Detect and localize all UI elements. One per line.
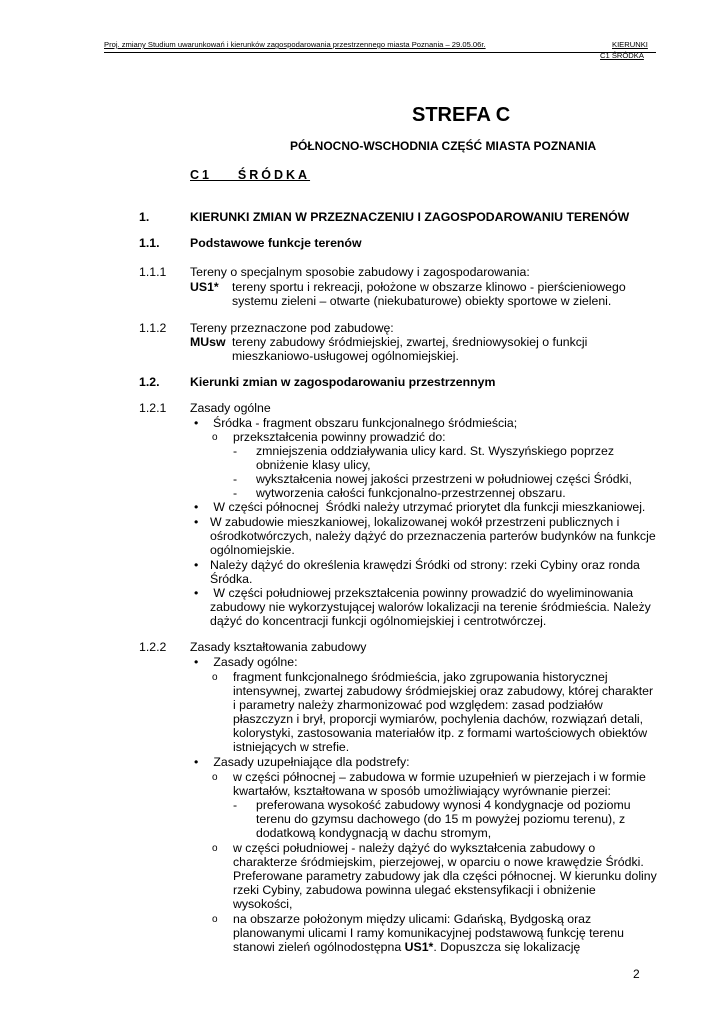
list-item-continuation: Preferowane parametry zabudowy jak dla części północnej. W kierunku doliny [233, 869, 657, 883]
bullet-icon: • [194, 755, 199, 769]
list-item-continuation: wysokości, [233, 897, 293, 911]
header-section-label: KIERUNKI [612, 40, 648, 49]
section-1-2-heading: Kierunki zmian w zagospodarowaniu przestrzennym [190, 375, 496, 389]
section-1-1-number: 1.1. [139, 236, 160, 250]
zone-us1-description-line1: tereny sportu i rekreacji, położone w obszarze klinowo - pierścieniowego [232, 280, 626, 294]
section-1-2-2-number: 1.2.2 [139, 640, 167, 654]
circle-bullet-icon: o [212, 672, 218, 683]
zone-code-musw: MUsw [190, 335, 226, 349]
circle-bullet-icon: o [212, 914, 218, 925]
list-item: Zasady uzupełniające dla podstrefy: [210, 755, 410, 769]
zone-musw-description-line2: mieszkaniowo-usługowej ogólnomiejskiej. [232, 349, 459, 363]
text-fragment: stanowi zieleń ogólnodostępna [233, 940, 405, 954]
list-item-continuation: ośrodkotwórczych, należy dążyć do przeznaczenia parterów budynków na funkcje [210, 529, 656, 543]
list-item-continuation: terenu do gzymsu dachowego (do 15 m powyżej poziomu terenu), z [256, 812, 626, 826]
list-item-continuation: kwartałów, kształtowana w sposób umożliwiający wyrównanie pierzei: [233, 784, 611, 798]
bullet-icon: • [194, 500, 199, 514]
dash-bullet-icon: - [233, 444, 238, 458]
list-item: W części północnej Śródki należy utrzymać priorytet dla funkcji mieszkaniowej. [210, 500, 646, 514]
list-item-continuation: ogólnomiejskie. [210, 543, 295, 557]
list-item-continuation: zabudowy nie wykorzystującej walorów lokalizacji na terenie śródmieścia. Należy [210, 600, 651, 614]
section-1-1-1-text: Tereny o specjalnym sposobie zabudowy i zagospodarowania: [190, 265, 530, 279]
zone-code-us1: US1* [190, 280, 219, 294]
list-item-continuation: rzeki Cybiny, zabudowa powinna ulegać ekstensyfikacji i obniżenie [233, 883, 596, 897]
section-1-1-1-number: 1.1.1 [139, 265, 167, 279]
dash-bullet-icon: - [233, 486, 238, 500]
section-code: C1 ŚRÓDKA [190, 168, 311, 182]
section-1-1-heading: Podstawowe funkcje terenów [190, 236, 362, 250]
circle-bullet-icon: o [212, 772, 218, 783]
section-1-1-2-text: Tereny przeznaczone pod zabudowę: [190, 321, 394, 335]
page-number: 2 [633, 967, 640, 981]
section-1-2-1-number: 1.2.1 [139, 401, 167, 415]
list-item: fragment funkcjonalnego śródmieścia, jako zgrupowania historycznej [233, 670, 608, 684]
header-document-title: Proj. zmiany Studium uwarunkowań i kierunków zagospodarowania przestrzennego miasta Poznania – 29.05.06r. [104, 40, 486, 49]
list-item-continuation [233, 940, 580, 955]
list-item: W zabudowie mieszkaniowej, lokalizowanej wokół przestrzeni publicznych i [210, 515, 620, 529]
dash-bullet-icon: - [233, 472, 238, 486]
section-1-2-number: 1.2. [139, 375, 160, 389]
zone-musw-description-line1: tereny zabudowy śródmiejskiej, zwartej, średniowysokiej o funkcji [232, 335, 588, 349]
list-item-continuation: płaszczyzn i brył, proporcji wymiarów, pochylenia dachów, rozwiązań detali, [233, 712, 644, 726]
section-1-heading: KIERUNKI ZMIAN W PRZEZNACZENIU I ZAGOSPODAROWANIU TERENÓW [190, 210, 630, 224]
list-item: przekształcenia powinny prowadzić do: [233, 430, 446, 444]
list-item-continuation: obniżenie klasy ulicy, [256, 458, 371, 472]
circle-bullet-icon: o [212, 432, 218, 443]
list-item: Śródka - fragment obszaru funkcjonalnego śródmieścia; [213, 416, 518, 430]
list-item: wytworzenia całości funkcjonalno-przestrzennej obszaru. [256, 486, 566, 500]
section-1-2-2-heading: Zasady kształtowania zabudowy [190, 640, 367, 654]
list-item-continuation: dążyć do koncentracji funkcji ogólnomiejskiej i centrotwórczej. [210, 614, 547, 628]
list-item-continuation: Śródka. [210, 572, 253, 586]
header-rule [104, 52, 656, 53]
dash-bullet-icon: - [233, 798, 238, 812]
circle-bullet-icon: o [212, 843, 218, 854]
list-item-continuation: charakterze śródmiejskim, pierzejowej, w oparciu o nowe krawędzie Śródki. [233, 855, 644, 869]
bullet-icon: • [194, 655, 199, 669]
list-item-continuation: kolorystyki, zastosowania materiałów itp. z formami wartościowych obiektów [233, 726, 648, 740]
section-1-number: 1. [139, 210, 150, 224]
list-item-continuation: istniejących w strefie. [233, 740, 350, 754]
list-item-continuation: dodatkową kondygnacją w dachu stromym, [256, 826, 492, 840]
zone-code-us1-inline: US1* [404, 940, 434, 954]
list-item: Należy dążyć do określenia krawędzi Śródki od strony: rzeki Cybiny oraz ronda [210, 558, 640, 572]
list-item: zmniejszenia oddziaływania ulicy kard. St. Wyszyńskiego poprzez [256, 444, 615, 458]
list-item: Zasady ogólne: [210, 655, 298, 669]
list-item: w części południowej - należy dążyć do wykształcenia zabudowy o [233, 841, 596, 855]
zone-us1-description-line2: systemu zieleni – otwarte (niekubaturowe) obiekty sportowe w zieleni. [232, 294, 612, 308]
section-1-2-1-heading: Zasady ogólne [190, 401, 271, 415]
bullet-icon: • [194, 558, 199, 572]
list-item-continuation: planowanymi ulicami I ramy komunikacyjnej podstawową funkcję terenu [233, 926, 624, 940]
page-title: STREFA C [412, 104, 511, 126]
bullet-icon: • [194, 416, 199, 430]
list-item-continuation: i parametry należy zharmonizować pod względem: zasad podziałów [233, 698, 603, 712]
list-item: W części południowej przekształcenia powinny prowadzić do wyeliminowania [210, 586, 634, 600]
bullet-icon: • [194, 515, 199, 529]
list-item: preferowana wysokość zabudowy wynosi 4 kondygnacje od poziomu [256, 798, 631, 812]
header-subsection-label: C1 ŚRÓDKA [600, 51, 644, 60]
section-1-1-2-number: 1.1.2 [139, 321, 167, 335]
list-item-continuation: intensywnej, zwartej zabudowy śródmiejskiej oraz zabudowy, której charakter [233, 684, 654, 698]
bullet-icon: • [194, 586, 199, 600]
list-item: na obszarze położonym między ulicami: Gdańską, Bydgoską oraz [233, 912, 592, 926]
text-fragment: . Dopuszcza się lokalizację [433, 940, 581, 954]
page-subtitle: PÓŁNOCNO-WSCHODNIA CZĘŚĆ MIASTA POZNANIA [290, 139, 597, 153]
list-item: w części północnej – zabudowa w formie uzupełnień w pierzejach i w formie [233, 770, 646, 784]
list-item: wykształcenia nowej jakości przestrzeni w południowej części Śródki, [256, 472, 632, 486]
